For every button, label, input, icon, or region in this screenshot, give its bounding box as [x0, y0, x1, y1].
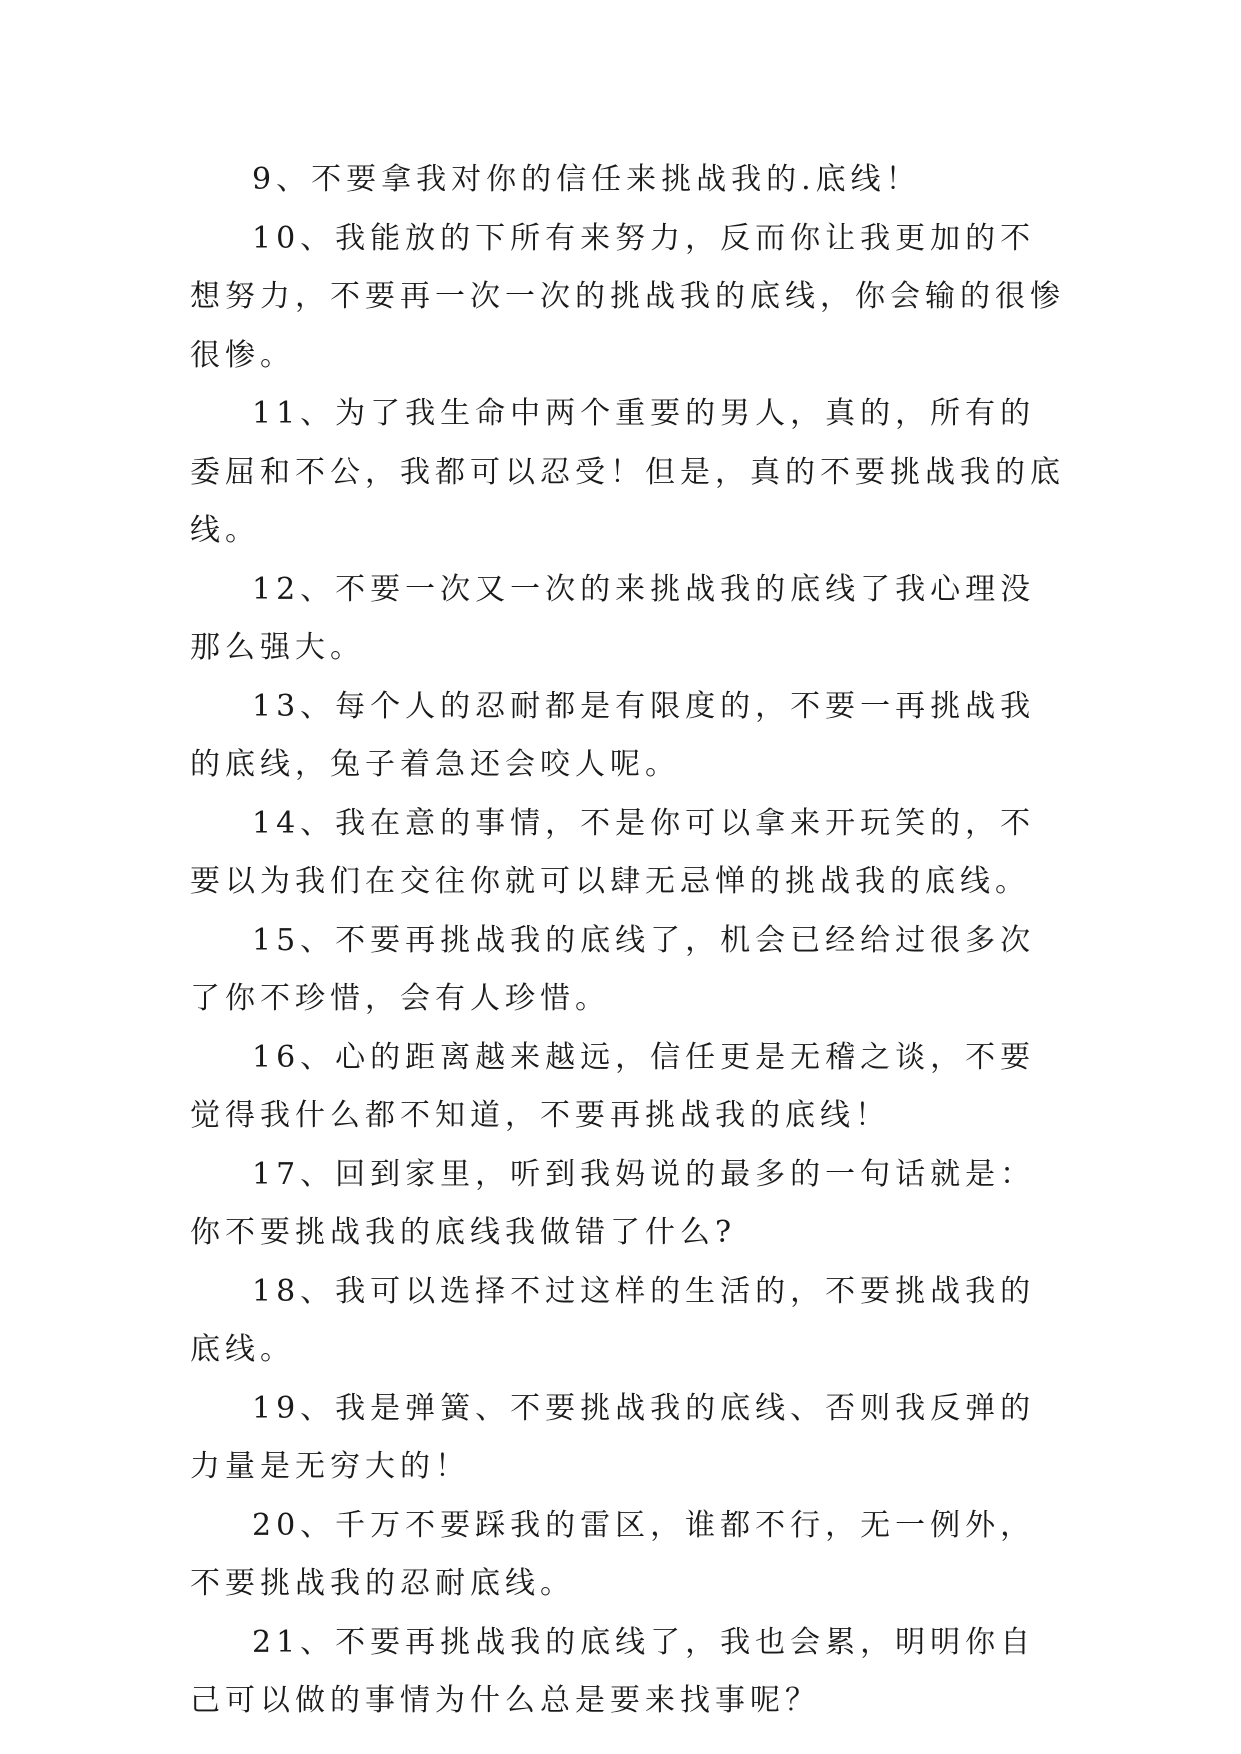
paragraph-10: 10、我能放的下所有来努力，反而你让我更加的不想努力，不要再一次一次的挑战我的底线，你会输的很惨很惨。 — [190, 220, 1065, 373]
paragraph-18: 18、我可以选择不过这样的生活的，不要挑战我的底线。 — [190, 1273, 1036, 1367]
paragraph-15: 15、不要再挑战我的底线了，机会已经给过很多次了你不珍惜，会有人珍惜。 — [190, 922, 1036, 1016]
paragraph-17: 17、回到家里，听到我妈说的最多的一句话就是：你不要挑战我的底线我做错了什么? — [190, 1156, 1036, 1250]
paragraph-21: 21、不要再挑战我的底线了，我也会累，明明你自己可以做的事情为什么总是要来找事呢？ — [190, 1624, 1036, 1718]
paragraph-16: 16、心的距离越来越远，信任更是无稽之谈，不要觉得我什么都不知道，不要再挑战我的底线！ — [190, 1039, 1036, 1133]
paragraph-13: 13、每个人的忍耐都是有限度的，不要一再挑战我的底线，兔子着急还会咬人呢。 — [190, 688, 1036, 782]
paragraph-9: 9、不要拿我对你的信任来挑战我的.底线！ — [252, 162, 921, 197]
paragraph-19: 19、我是弹簧、不要挑战我的底线、否则我反弹的力量是无穷大的！ — [190, 1390, 1036, 1484]
paragraph-12: 12、不要一次又一次的来挑战我的底线了我心理没那么强大。 — [190, 571, 1036, 665]
document-body — [190, 151, 1070, 1731]
paragraph-14: 14、我在意的事情，不是你可以拿来开玩笑的，不要以为我们在交往你就可以肆无忌惮的挑战我的底线。 — [190, 805, 1036, 899]
paragraph-11: 11、为了我生命中两个重要的男人，真的，所有的委屈和不公，我都可以忍受！但是，真的不要挑战我的底线。 — [190, 396, 1065, 548]
paragraph-20: 20、千万不要踩我的雷区，谁都不行，无一例外，不要挑战我的忍耐底线。 — [190, 1507, 1036, 1601]
